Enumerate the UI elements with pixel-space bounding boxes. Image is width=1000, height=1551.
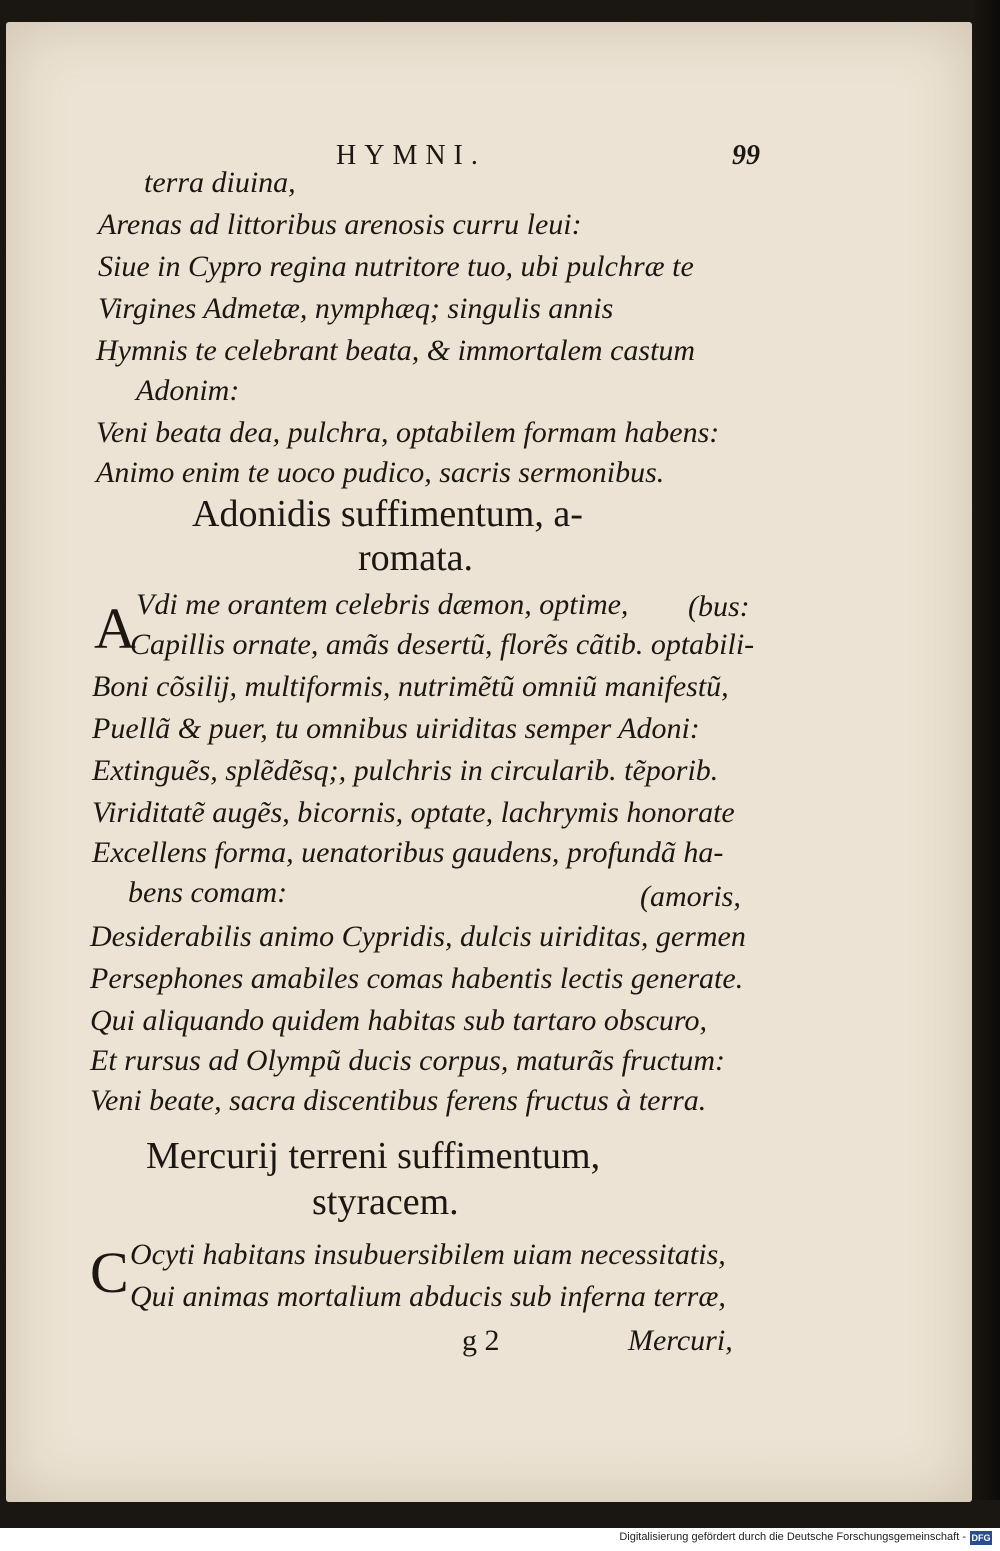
- text-line: Persephones amabiles comas habentis lectis generate.: [90, 962, 744, 995]
- catchword: Mercuri,: [628, 1324, 733, 1357]
- text-line: Vdi me orantem celebris dæmon, optime,: [136, 588, 629, 621]
- text-line: Desiderabilis animo Cypridis, dulcis uiriditas, germen: [90, 920, 746, 953]
- text-line: Puellã & puer, tu omnibus uiriditas semper Adoni:: [92, 712, 700, 745]
- text-line: Extinguẽs, splẽdẽsq;, pulchris in circularib. tẽporib.: [92, 754, 719, 787]
- text-line-turnover: (amoris,: [640, 880, 741, 913]
- text-line: Veni beate, sacra discentibus ferens fructus à terra.: [90, 1084, 707, 1117]
- text-line: Ocyti habitans insubuersibilem uiam necessitatis,: [130, 1238, 726, 1271]
- dfg-logo: DFG: [971, 1533, 991, 1543]
- text-line: Et rursus ad Olympũ ducis corpus, maturãs fructum:: [90, 1044, 725, 1077]
- text-line: Hymnis te celebrant beata, & immortalem castum: [96, 334, 696, 367]
- section-heading: styracem.: [312, 1181, 459, 1223]
- page-number: 99: [732, 140, 760, 171]
- text-line: Excellens forma, uenatoribus gaudens, profundã ha-: [92, 836, 724, 869]
- text-line-turnover: (bus:: [688, 590, 750, 623]
- book-page: [6, 22, 972, 1502]
- digitization-credit: Digitalisierung gefördert durch die Deutsche Forschungsgemeinschaft -: [619, 1531, 966, 1543]
- signature-mark: g 2: [462, 1324, 500, 1357]
- text-line: Arenas ad littoribus arenosis curru leui:: [98, 208, 582, 241]
- section-heading: Adonidis suffimentum, a-: [192, 493, 583, 535]
- text-line: Viriditatẽ augẽs, bicornis, optate, lachrymis honorate: [92, 796, 735, 829]
- text-line: bens comam:: [128, 876, 288, 909]
- text-line: Capillis ornate, amãs desertũ, florẽs cãtib. optabili-: [130, 628, 755, 661]
- drop-capital: C: [90, 1240, 129, 1305]
- text-line: Virgines Admetæ, nymphæq; singulis annis: [98, 292, 614, 325]
- text-line: Veni beata dea, pulchra, optabilem formam habens:: [96, 416, 720, 449]
- text-line: terra diuina,: [144, 166, 296, 199]
- text-line: Boni cõsilij, multiformis, nutrimẽtũ omniũ manifestũ,: [92, 670, 729, 703]
- text-line: Qui aliquando quidem habitas sub tartaro obscuro,: [90, 1004, 707, 1037]
- section-heading: Mercurij terreni suffimentum,: [146, 1135, 601, 1177]
- section-heading: romata.: [358, 537, 474, 579]
- page-edge-shadow: [972, 0, 1000, 1500]
- text-line: Qui animas mortalium abducis sub inferna terræ,: [130, 1280, 726, 1313]
- text-line: Animo enim te uoco pudico, sacris sermonibus.: [96, 456, 665, 489]
- text-line: Siue in Cypro regina nutritore tuo, ubi pulchræ te: [98, 250, 694, 283]
- running-head: HYMNI.: [336, 140, 486, 171]
- text-line: Adonim:: [136, 374, 240, 407]
- drop-capital: A: [94, 596, 136, 661]
